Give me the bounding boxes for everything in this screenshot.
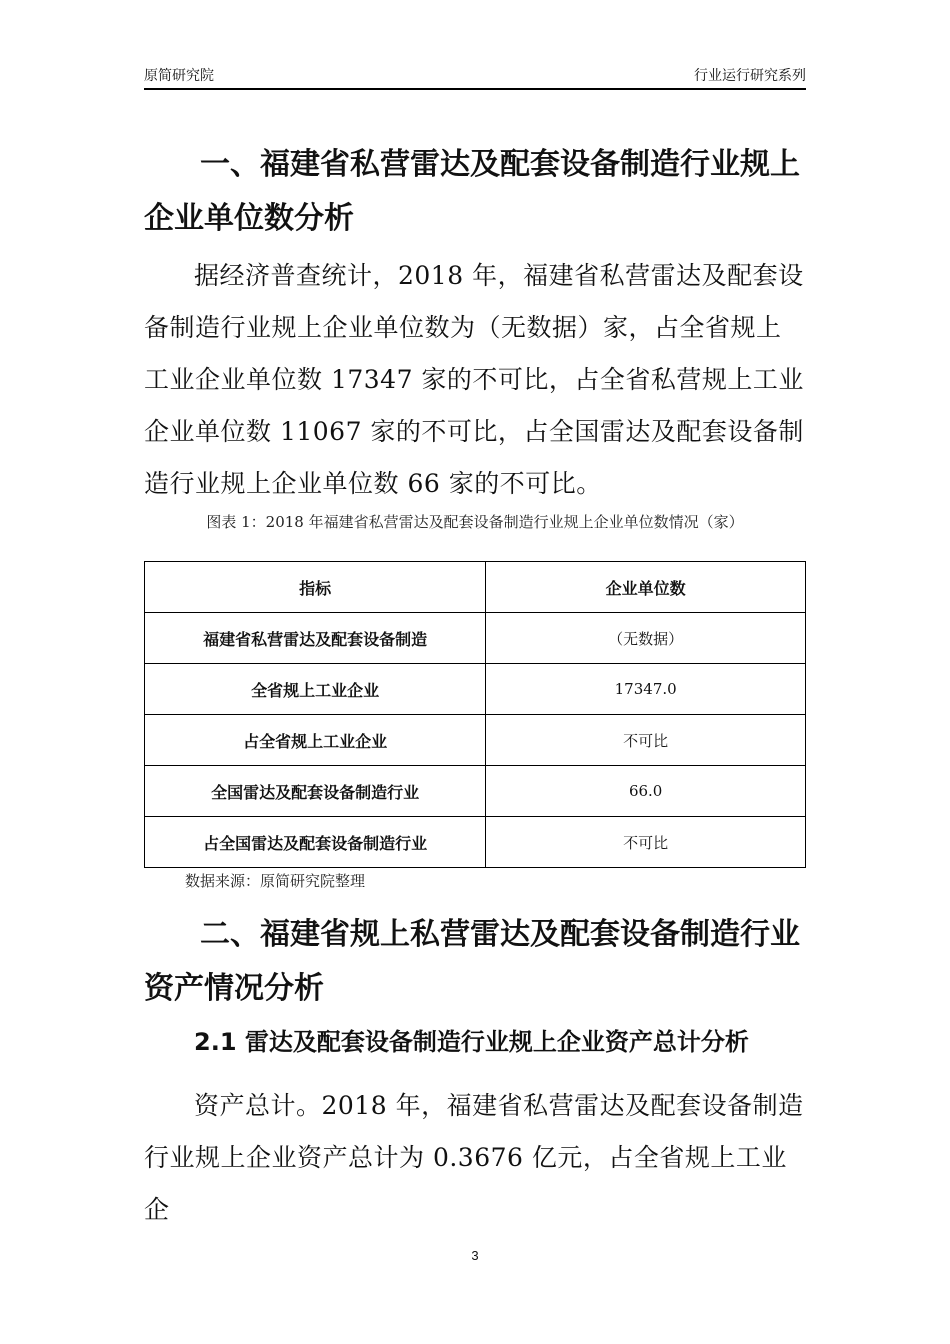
table-cell-indicator: 占全省规上工业企业 xyxy=(145,715,486,766)
section2-subheading: 2.1 雷达及配套设备制造行业规上企业资产总计分析 xyxy=(194,1028,749,1056)
table-row xyxy=(145,664,806,715)
section1-heading: 一、福建省私营雷达及配套设备制造行业规上企业单位数分析 xyxy=(144,147,800,236)
table-header-row xyxy=(145,562,806,613)
section2-paragraph: 资产总计。2018 年，福建省私营雷达及配套设备制造行业规上企业资产总计为 0.3676 亿元，占全省规上工业企 xyxy=(144,1091,804,1224)
header-org-name: 原简研究院 xyxy=(144,68,214,84)
table-cell-indicator: 福建省私营雷达及配套设备制造 xyxy=(145,613,486,664)
page-header xyxy=(144,68,806,90)
table-cell-value: 不可比 xyxy=(486,817,806,868)
table-header-indicator: 指标 xyxy=(145,562,486,613)
table-cell-indicator: 全省规上工业企业 xyxy=(145,664,486,715)
table1-source: 数据来源：原简研究院整理 xyxy=(185,872,366,890)
table-cell-value: 66.0 xyxy=(486,766,806,817)
table-row xyxy=(145,817,806,868)
table1-caption: 图表 1：2018 年福建省私营雷达及配套设备制造行业规上企业单位数情况（家） xyxy=(206,513,744,531)
table-cell-value: 不可比 xyxy=(486,715,806,766)
table-cell-value: 17347.0 xyxy=(486,664,806,715)
section2-heading: 二、福建省规上私营雷达及配套设备制造行业资产情况分析 xyxy=(144,917,800,1006)
header-series-name: 行业运行研究系列 xyxy=(694,68,806,84)
table-header-count: 企业单位数 xyxy=(486,562,806,613)
table-cell-indicator: 全国雷达及配套设备制造行业 xyxy=(145,766,486,817)
section1-paragraph: 据经济普查统计，2018 年，福建省私营雷达及配套设备制造行业规上企业单位数为（无数据）家，占全省规上工业企业单位数 17347 家的不可比，占全省私营规上工业企业单位数 11067 家的不可比，占全国雷达及配套设备制造行业规上企业单位数 66 家的不可比。 xyxy=(144,261,804,498)
table-row xyxy=(145,613,806,664)
table-cell-indicator: 占全国雷达及配套设备制造行业 xyxy=(145,817,486,868)
table-row xyxy=(145,715,806,766)
table-row xyxy=(145,766,806,817)
table-cell-value: （无数据） xyxy=(486,613,806,664)
page-number: 3 xyxy=(471,1248,479,1263)
enterprise-count-table xyxy=(144,561,806,868)
